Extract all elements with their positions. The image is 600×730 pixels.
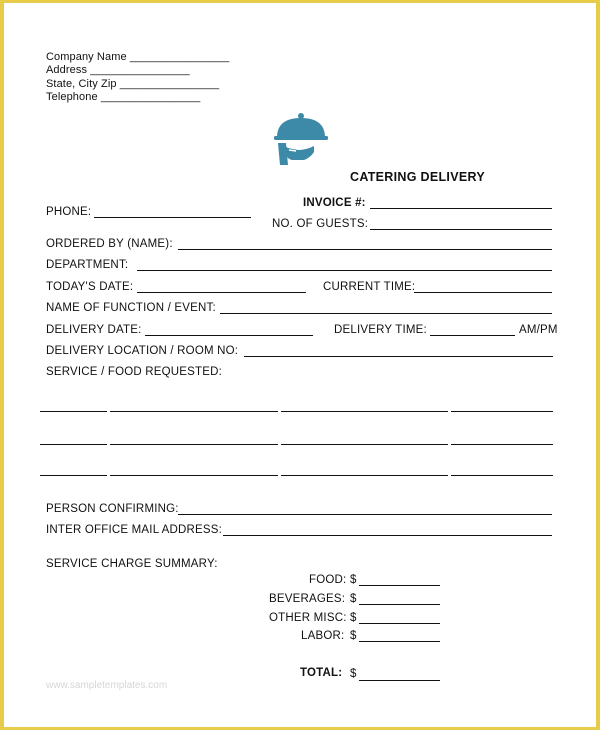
- beverages-input-line[interactable]: [359, 604, 440, 605]
- service-line[interactable]: [281, 444, 448, 445]
- guests-input-line[interactable]: [370, 229, 552, 230]
- delivery-time-input-line[interactable]: [430, 335, 515, 336]
- food-input-line[interactable]: [359, 585, 440, 586]
- service-line[interactable]: [451, 411, 553, 412]
- service-line[interactable]: [110, 411, 278, 412]
- currency-symbol: $: [350, 630, 357, 642]
- service-line[interactable]: [110, 475, 278, 476]
- mail-address-label: INTER OFFICE MAIL ADDRESS:: [46, 524, 223, 536]
- service-line[interactable]: [40, 444, 107, 445]
- todays-date-label: TODAY'S DATE:: [46, 281, 134, 293]
- service-line[interactable]: [110, 444, 278, 445]
- delivery-date-input-line[interactable]: [145, 335, 313, 336]
- invoice-input-line[interactable]: [370, 208, 552, 209]
- service-line[interactable]: [451, 444, 553, 445]
- todays-date-input-line[interactable]: [137, 292, 306, 293]
- total-label: TOTAL:: [300, 667, 343, 679]
- function-label: NAME OF FUNCTION / EVENT:: [46, 302, 216, 314]
- invoice-label: INVOICE #:: [303, 197, 366, 209]
- service-line[interactable]: [281, 411, 448, 412]
- service-label: SERVICE / FOOD REQUESTED:: [46, 366, 223, 378]
- phone-input-line[interactable]: [94, 217, 251, 218]
- company-address-field[interactable]: Address ________________: [46, 64, 190, 76]
- beverages-label: BEVERAGES:: [269, 593, 346, 605]
- mail-address-input-line[interactable]: [223, 535, 552, 536]
- company-telephone-field[interactable]: Telephone ________________: [46, 91, 201, 103]
- other-misc-input-line[interactable]: [359, 623, 440, 624]
- delivery-date-label: DELIVERY DATE:: [46, 324, 142, 336]
- guests-label: NO. OF GUESTS:: [272, 218, 369, 230]
- currency-symbol: $: [350, 668, 357, 680]
- labor-input-line[interactable]: [359, 641, 440, 642]
- ordered-by-label: ORDERED BY (NAME):: [46, 238, 173, 250]
- ordered-by-input-line[interactable]: [178, 249, 552, 250]
- phone-label: PHONE:: [46, 206, 92, 218]
- service-line[interactable]: [451, 475, 553, 476]
- service-line[interactable]: [281, 475, 448, 476]
- current-time-input-line[interactable]: [414, 292, 552, 293]
- service-line[interactable]: [40, 475, 107, 476]
- currency-symbol: $: [350, 593, 357, 605]
- currency-symbol: $: [350, 574, 357, 586]
- location-label: DELIVERY LOCATION / ROOM NO:: [46, 345, 239, 357]
- service-line[interactable]: [40, 411, 107, 412]
- function-input-line[interactable]: [220, 313, 552, 314]
- ampm-label: AM/PM: [519, 324, 558, 336]
- department-input-line[interactable]: [137, 270, 552, 271]
- food-label: FOOD:: [309, 574, 347, 586]
- person-confirming-label: PERSON CONFIRMING:: [46, 503, 179, 515]
- summary-label: SERVICE CHARGE SUMMARY:: [46, 558, 218, 570]
- department-label: DEPARTMENT:: [46, 259, 129, 271]
- delivery-time-label: DELIVERY TIME:: [334, 324, 427, 336]
- catering-cloche-icon: [270, 110, 332, 172]
- company-name-field[interactable]: Company Name ________________: [46, 51, 230, 63]
- location-input-line[interactable]: [244, 356, 553, 357]
- page-title: CATERING DELIVERY: [350, 170, 485, 184]
- person-confirming-input-line[interactable]: [178, 514, 552, 515]
- watermark-text: www.sampletemplates.com: [46, 680, 168, 691]
- labor-label: LABOR:: [301, 630, 345, 642]
- company-city-field[interactable]: State, City Zip ________________: [46, 78, 220, 90]
- other-misc-label: OTHER MISC:: [269, 612, 347, 624]
- total-input-line[interactable]: [359, 680, 440, 681]
- current-time-label: CURRENT TIME:: [323, 281, 416, 293]
- currency-symbol: $: [350, 612, 357, 624]
